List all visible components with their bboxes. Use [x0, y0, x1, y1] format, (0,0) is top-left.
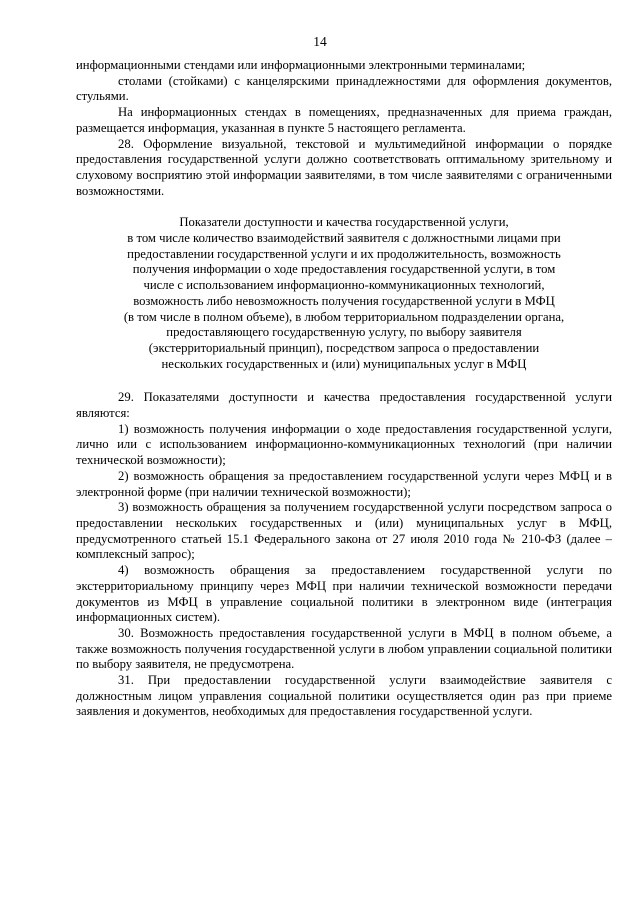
paragraph-28: 28. Оформление визуальной, текстовой и мультимедийной информации о порядке предоставления государственной услуги должно соответствовать оптимальному зрительному и слуховому восприятию этой информации заявителями, в том числе заявителями с ограниченными возможностями.	[76, 136, 612, 198]
section-heading	[76, 215, 612, 372]
paragraph-31: 31. При предоставлении государственной услуги взаимодействие заявителя с должностным лицом управления социальной политики осуществляется один раз при приеме заявления и документов, необходимых для предоставления государственной услуги.	[76, 673, 612, 719]
heading-line: (в том числе в полном объеме), в любом территориальном подразделении органа,	[123, 309, 565, 324]
heading-line: получения информации о ходе предоставления государственной услуги, в том	[132, 262, 556, 277]
paragraph-terminals: информационными стендами или информационными электронными терминалами;	[76, 58, 526, 72]
list-item-1: 1) возможность получения информации о ходе предоставления государственной услуги, лично или с использованием информационно-коммуникационных технологий (при наличии технической возможности);	[76, 421, 612, 468]
heading-line: предоставлении государственной услуги и их продолжительность, возможность	[127, 246, 561, 261]
heading-line: числе с использованием информационно-коммуникационных технологий,	[143, 278, 545, 293]
document-body	[76, 58, 612, 720]
list-item-3: 3) возможность обращения за получением государственной услуги посредством запроса о предоставлении нескольких государственных и (или) муниципальных услуг в МФЦ, предусмотренного статьей 15.1 Федерального закона от 27 июля 2010 года № 210-ФЗ (далее – комплексный запрос);	[76, 500, 612, 562]
heading-line: возможность либо невозможность получения государственной услуги в МФЦ	[133, 293, 555, 308]
list-item-4: 4) возможность обращения за предоставлением государственной услуги по экстерриториальному принципу через МФЦ при наличии технической возможности передачи документов из МФЦ в управление социальной политики в электронном виде (интеграция информационных систем).	[76, 563, 612, 625]
heading-line: нескольких государственных и (или) муниципальных услуг в МФЦ	[161, 356, 527, 371]
heading-line: в том числе количество взаимодействий заявителя с должностными лицами при	[127, 231, 561, 246]
paragraph-29: 29. Показателями доступности и качества предоставления государственной услуги являются:	[76, 390, 612, 421]
paragraph-info-stands: На информационных стендах в помещениях, предназначенных для приема граждан, размещается информация, указанная в пункте 5 настоящего регламента.	[76, 105, 612, 135]
heading-line: Показатели доступности и качества государственной услуги,	[179, 215, 509, 230]
paragraph-30: 30. Возможность предоставления государственной услуги в МФЦ в полном объеме, а также возможность получения государственной услуги в любом управлении социальной политики по выбору заявителя, не предусмотрена.	[76, 625, 612, 672]
page-number: 14	[313, 34, 327, 49]
list-item-2: 2) возможность обращения за предоставлением государственной услуги через МФЦ и в электронной форме (при наличии технической возможности);	[76, 468, 612, 499]
paragraph-tables: столами (стойками) с канцелярскими принадлежностями для оформления документов, стульями.	[76, 73, 612, 104]
heading-line: предоставляющего государственную услугу, по выбору заявителя	[166, 325, 522, 340]
heading-line: (экстерриториальный принцип), посредством запроса о предоставлении	[148, 340, 540, 355]
